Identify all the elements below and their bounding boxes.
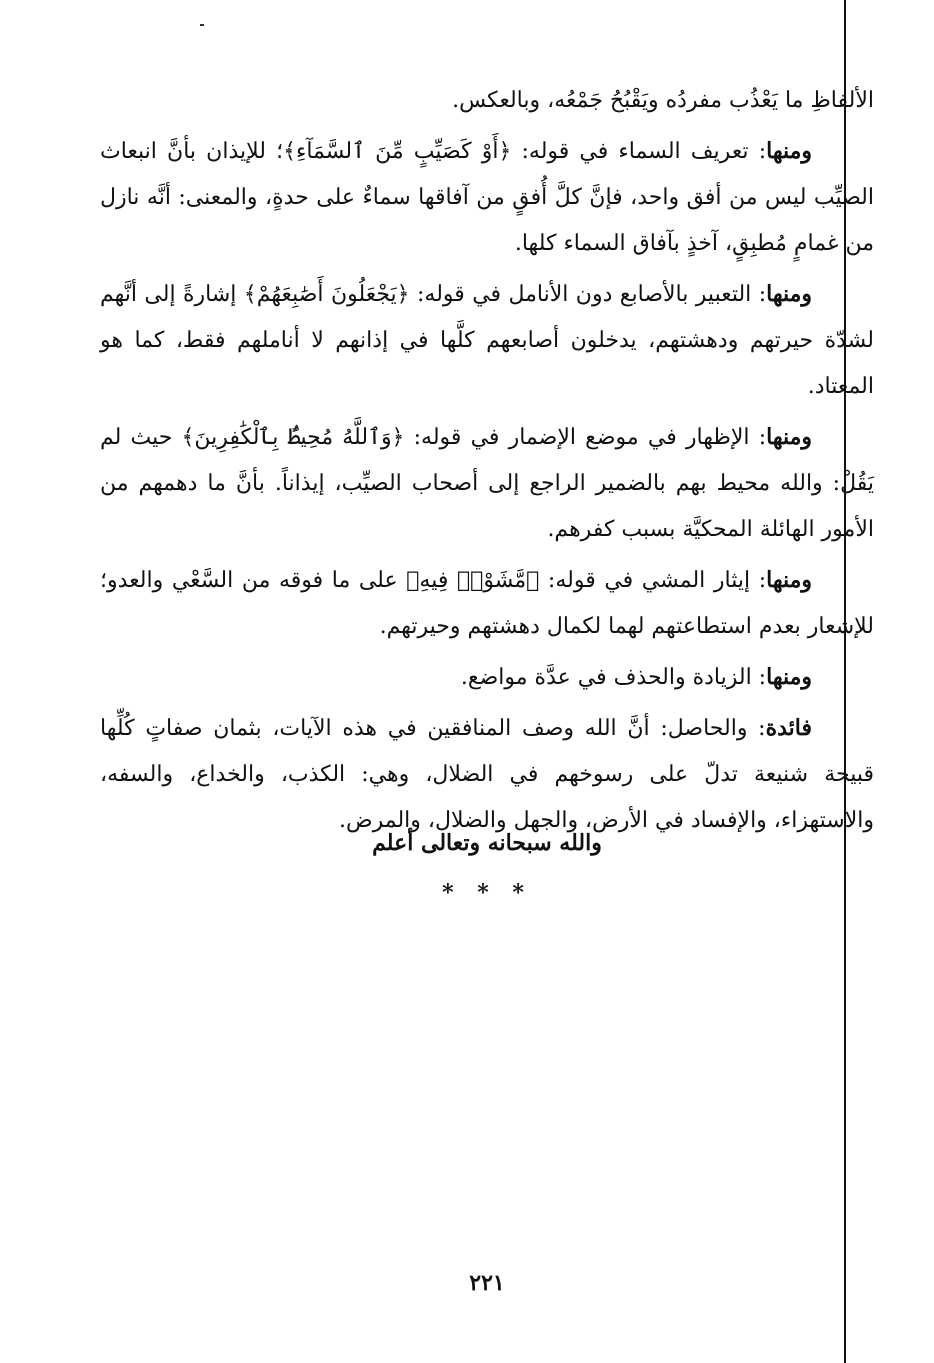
page-number: ٢٢١ — [469, 1270, 505, 1296]
paragraph-lead: ومنها — [766, 567, 812, 593]
closing-phrase: والله سبحانه وتعالى أعلم — [372, 830, 602, 856]
paragraph-7 — [100, 705, 874, 844]
paragraph-lead: ومنها — [766, 664, 812, 690]
page-body — [100, 78, 874, 848]
paragraph-3 — [100, 271, 874, 410]
paragraph-4 — [100, 414, 874, 553]
paragraph-text: : الإظهار في موضع الإضمار في قوله: ﴿وَٱللَّهُ مُحِيطٌۢ بِٱلْكَٰفِرِينَ﴾ حيث لم يَقُلْ: والله محيط بهم بالضمير الراجع إلى أصحاب الصيِّب، إيذاناً. بأنَّ ما دهمهم من الأمور الهائلة المحكيَّة بسبب كفرهم. — [100, 425, 874, 542]
paragraph-5 — [100, 557, 874, 650]
paragraph-1 — [100, 78, 874, 124]
section-divider-stars: * * * — [442, 880, 532, 906]
paragraph-lead: ومنها — [766, 424, 812, 450]
paragraph-text: : تعريف السماء في قوله: ﴿أَوْ كَصَيِّبٍ مِّنَ ٱلسَّمَآءِ﴾؛ للإيذان بأنَّ انبعاث الصيِّب ليس من أفق واحد، فإنَّ كلَّ أُفقٍ من آفاقها سماءٌ على حدةٍ، والمعنى: أنَّه نازل من غمامٍ مُطبِقٍ، آخذٍ بآفاق السماء كلها. — [100, 139, 874, 256]
paragraph-lead: فائدة — [765, 715, 812, 741]
paragraph-text: : الزيادة والحذف في عدَّة مواضع. — [460, 665, 767, 690]
paragraph-text: : التعبير بالأصابع دون الأنامل في قوله: ﴿يَجْعَلُونَ أَصَٰبِعَهُمْ﴾ إشارةً إلى أنَّهم لشدّة حيرتهم ودهشتهم، يدخلون أصابعهم كلَّها في إذانهم لا أناملهم فقط، كما هو المعتاد. — [100, 282, 874, 399]
paragraph-lead: ومنها — [766, 281, 812, 307]
page-mark — [200, 24, 204, 26]
paragraph-2 — [100, 128, 874, 267]
paragraph-text: : إيثار المشي في قوله: ﴿مَّشَوْا۟ فِيهِ﴾ على ما فوقه من السَّعْي والعدو؛ للإشعار بعدم استطاعتهم لهما لكمال دهشتهم وحيرتهم. — [100, 568, 874, 639]
paragraph-6 — [100, 654, 874, 701]
paragraph-text: الألفاظِ ما يَعْذُب مفردُه ويَقْبُحُ جَمْعُه، وبالعكس. — [452, 88, 874, 113]
paragraph-text: : والحاصل: أنَّ الله وصف المنافقين في هذه الآيات، بثمان صفاتٍ كُلِّها قبيحة شنيعة تدلّ على رسوخهم في الضلال، وهي: الكذب، والخداع، والسفه، والاستهزاء، والإفساد في الأرض، والجهل والضلال، والمرض. — [100, 716, 874, 833]
paragraph-lead: ومنها — [766, 138, 812, 164]
